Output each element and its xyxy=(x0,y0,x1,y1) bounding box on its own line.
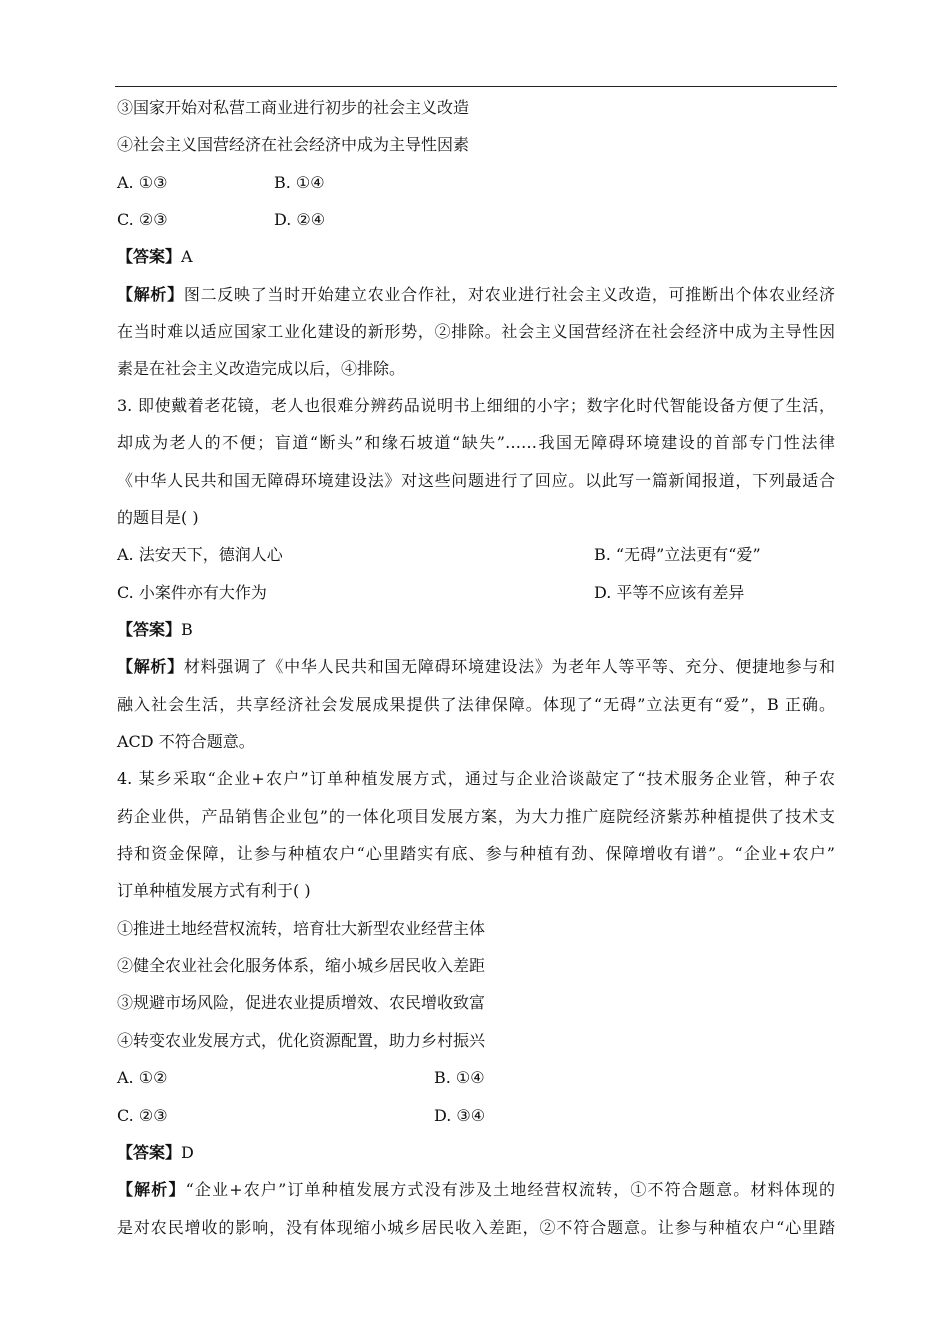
analysis-label: 【解析】 xyxy=(117,657,184,676)
q4-option-d: D. ③④ xyxy=(434,1106,486,1125)
q2-analysis-line-2: 在当时难以适应国家工业化建设的新形势，②排除。社会主义国营经济在社会经济中成为主导性因 xyxy=(117,322,835,341)
q2-option-c: C. ②③ xyxy=(117,210,168,229)
analysis-label: 【解析】 xyxy=(117,1180,186,1199)
q4-analysis-line-1: 【解析】“企业+农户”订单种植发展方式没有涉及土地经营权流转，①不符合题意。材料体现的 xyxy=(117,1180,835,1199)
q3-option-b: B. “无碍”立法更有“爱” xyxy=(594,545,761,564)
q4-option-b: B. ①④ xyxy=(434,1068,485,1087)
answer-label: 【答案】 xyxy=(117,1143,182,1162)
q3-option-a: A. 法安天下，德润人心 xyxy=(117,545,283,564)
q4-stem-line-1: 4. 某乡采取“企业+农户”订单种植发展方式，通过与企业洽谈敲定了“技术服务企业管，种子农 xyxy=(117,769,835,788)
q2-option-d: D. ②④ xyxy=(274,210,326,229)
q2-option-b: B. ①④ xyxy=(274,173,325,192)
q4-option-a: A. ①② xyxy=(117,1068,168,1087)
q3-analysis-line-1: 【解析】材料强调了《中华人民共和国无障碍环境建设法》为老年人等平等、充分、便捷地参与和 xyxy=(117,657,835,676)
q2-option-a: A. ①③ xyxy=(117,173,168,192)
answer-value: B xyxy=(181,620,193,639)
answer-value: D xyxy=(181,1143,194,1162)
q4-analysis-line-2: 是对农民增收的影响，没有体现缩小城乡居民收入差距，②不符合题意。让参与种植农户“心里踏 xyxy=(117,1218,835,1237)
q2-analysis-line-3: 素是在社会主义改造完成以后，④排除。 xyxy=(117,359,406,378)
q3-answer xyxy=(117,620,193,640)
q4-stem-line-2: 药企业供，产品销售企业包”的一体化项目发展方案，为大力推广庭院经济紫苏种植提供了技术支 xyxy=(117,807,835,826)
q2-analysis-line-1: 【解析】图二反映了当时开始建立农业合作社，对农业进行社会主义改造，可推断出个体农业经济 xyxy=(117,285,835,304)
q4-item-1: ①推进土地经营权流转，培育壮大新型农业经营主体 xyxy=(117,919,486,938)
answer-value: A xyxy=(181,247,193,266)
q3-analysis-line-3: ACD 不符合题意。 xyxy=(117,732,255,751)
q2-item-4: ④社会主义国营经济在社会经济中成为主导性因素 xyxy=(117,135,470,154)
q3-stem-line-1: 3. 即使戴着老花镜，老人也很难分辨药品说明书上细细的小字；数字化时代智能设备方便了生活， xyxy=(117,396,835,415)
q3-stem-line-3: 《中华人民共和国无障碍环境建设法》对这些问题进行了回应。以此写一篇新闻报道，下列最适合 xyxy=(117,471,835,490)
answer-label: 【答案】 xyxy=(117,247,182,266)
q4-item-4: ④转变农业发展方式，优化资源配置，助力乡村振兴 xyxy=(117,1031,486,1050)
q3-stem-line-2: 却成为老人的不便；盲道“断头”和缘石坡道“缺失”……我国无障碍环境建设的首部专门性法律 xyxy=(117,433,835,452)
q3-stem-line-4: 的题目是( ) xyxy=(117,508,199,527)
q2-answer xyxy=(117,247,193,267)
q3-analysis-line-2: 融入社会生活，共享经济社会发展成果提供了法律保障。体现了“无碍”立法更有“爱”，B 正确。 xyxy=(117,695,835,714)
q4-answer xyxy=(117,1143,194,1163)
answer-label: 【答案】 xyxy=(117,620,182,639)
q4-stem-line-3: 持和资金保障，让参与种植农户“心里踏实有底、参与种植有劲、保障增收有谱”。“企业+农户” xyxy=(117,844,835,863)
q3-option-d: D. 平等不应该有差异 xyxy=(594,583,745,602)
q4-item-2: ②健全农业社会化服务体系，缩小城乡居民收入差距 xyxy=(117,956,486,975)
q4-option-c: C. ②③ xyxy=(117,1106,168,1125)
q4-item-3: ③规避市场风险，促进农业提质增效、农民增收致富 xyxy=(117,993,486,1012)
q2-item-3: ③国家开始对私营工商业进行初步的社会主义改造 xyxy=(117,98,470,117)
q3-option-c: C. 小案件亦有大作为 xyxy=(117,583,267,602)
header-rule xyxy=(115,86,837,87)
analysis-label: 【解析】 xyxy=(117,285,184,304)
q4-stem-line-4: 订单种植发展方式有利于( ) xyxy=(117,881,311,900)
